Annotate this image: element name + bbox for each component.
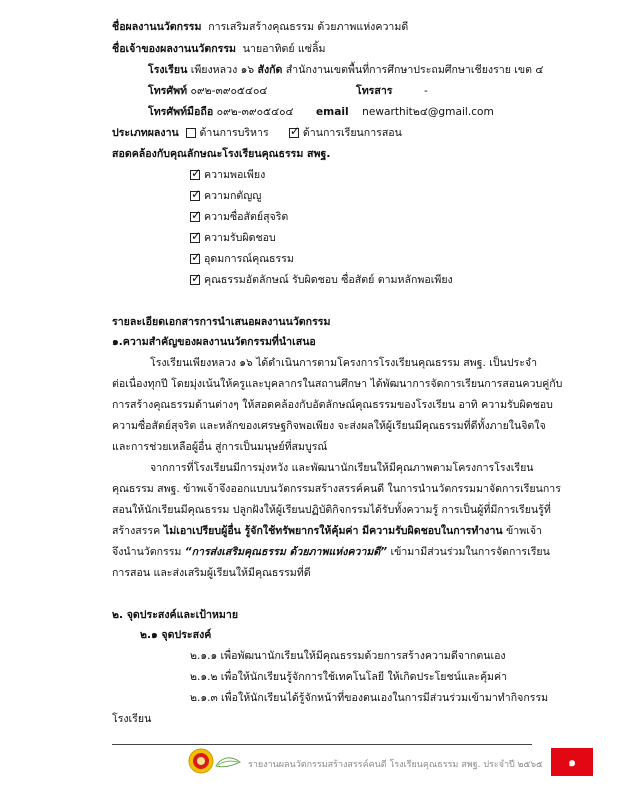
virtue-checkbox (190, 229, 202, 243)
school-line (148, 63, 543, 77)
section1-title: ๑.ความสำคัญของผลงานนวัตกรรมที่นำเสนอ (112, 336, 316, 348)
virtue-item (190, 231, 276, 245)
fax-line (356, 84, 392, 98)
virtue-label: คุณธรรมอัตลักษณ์ รับผิดชอบ ซื่อสัตย์ ตามหลักพอเพียง (204, 274, 453, 286)
school-label: โรงเรียน (148, 64, 188, 76)
virtue-label: ความรับผิดชอบ (204, 232, 276, 244)
mobile-value: ๐๙๒-๓๙๐๕๔๐๔ (216, 106, 294, 118)
paragraph-line (112, 524, 542, 538)
text-segment: จึงนำนวัตกรรม (112, 546, 185, 558)
leaf-ornament-icon (214, 754, 242, 770)
mobile-label: โทรศัพท์มือถือ (148, 106, 214, 118)
type-label: ประเภทผลงาน (112, 127, 179, 139)
owner-line (112, 42, 325, 56)
fax-value: - (424, 85, 428, 97)
check-icon: ✓ (191, 250, 202, 264)
innovation-label: ชื่อผลงานนวัตกรรม (112, 21, 202, 33)
section2-subtitle: ๒.๑ จุดประสงค์ (140, 629, 212, 641)
virtue-label: ความพอเพียง (204, 169, 266, 181)
affiliation-label: สังกัด (257, 64, 283, 76)
fax-label: โทรสาร (356, 85, 393, 97)
check-icon: ✓ (191, 208, 202, 222)
admin-checkbox (186, 128, 196, 138)
text-segment: สร้างสรรค (112, 525, 161, 537)
phone-value: ๐๙๒-๓๙๐๕๔๐๔ (190, 85, 268, 97)
phone-line (148, 84, 267, 98)
text-segment: เข้ามามีส่วนร่วมในการจัดการเรียน (387, 546, 550, 558)
check-icon: ✓ (191, 271, 202, 285)
paragraph-line: และการช่วยเหลือผู้อื่น สู่การเป็นมนุษย์ที่สมบูรณ์ (112, 441, 328, 453)
owner-label: ชื่อเจ้าของผลงานนวัตกรรม (112, 43, 237, 55)
email-line (316, 105, 494, 119)
bold-segment: ไม่เอาเปรียบผู้อื่น รู้จักใช้ทรัพยากรให้คุ้มค่า มีความรับผิดชอบในการทำงาน (160, 525, 503, 537)
virtue-item (190, 168, 265, 182)
type-admin-label: ด้านการบริหาร (199, 127, 269, 139)
mobile-line (148, 105, 294, 119)
paragraph-line: การสอน และส่งเสริมผู้เรียนให้มีคุณธรรมที่ดี (112, 567, 311, 579)
paragraph-line: การสร้างคุณธรรมด้านต่างๆ ให้สอดคล้องกับอัตลักษณ์คุณธรรมของโรงเรียน อาทิ ความรับผิดชอบ (112, 399, 553, 411)
innovation-quote: “การส่งเสริมคุณธรรม ด้วยภาพแห่งความดี” (184, 546, 388, 558)
email-value: newarthit๒๔@gmail.com (362, 106, 494, 118)
objective-item: ๒.๑.๒ เพื่อให้นักเรียนรู้จักการใช้เทคโนโลยี ให้เกิดประโยชน์และคุ้มค่า (190, 671, 508, 683)
virtue-label: อุดมการณ์คุณธรรม (204, 253, 294, 265)
paragraph-line: ต่อเนื่องทุกปี โดยมุ่งเน้นให้ครูและบุคลากรในสถานศึกษา ได้พัฒนาการจัดการเรียนการสอนควบคู่กับ (112, 378, 563, 390)
check-icon: ✓ (289, 124, 300, 138)
innovation-name: การเสริมสร้างคุณธรรม ด้วยภาพแห่งความดี (208, 21, 409, 33)
phone-label: โทรศัพท์ (148, 85, 188, 97)
details-title: รายละเอียดเอกสารการนำเสนอผลงานนวัตกรรม (112, 316, 331, 328)
paragraph-line: จากการที่โรงเรียนมีการมุ่งหวัง และพัฒนานักเรียนให้มีคุณภาพตามโครงการโรงเรียน (150, 462, 534, 474)
paragraph-line (112, 545, 550, 559)
objective-item: ๒.๑.๑ เพื่อพัฒนานักเรียนให้มีคุณธรรมด้วยการสร้างความดีจากตนเอง (190, 650, 506, 662)
paragraph-line: โรงเรียนเพียงหลวง ๑๖ ได้ดำเนินการตามโครงการโรงเรียนคุณธรรม สพฐ. เป็นประจำ (150, 357, 538, 369)
type-teaching-label: ด้านการเรียนการสอน (302, 127, 402, 139)
virtue-label: ความซื่อสัตย์สุจริต (204, 211, 289, 223)
paragraph-line: คุณธรรม สพฐ. ข้าพเจ้าจึงออกแบบนวัตกรรมสร้างสรรค์คนดี ในการนำนวัตกรรมมาจัดการเรียนการ (112, 483, 561, 495)
virtue-item (190, 189, 261, 203)
section2-title: ๒. จุดประสงค์และเป้าหมาย (112, 609, 239, 621)
virtue-item (190, 252, 294, 266)
objective-item: ๒.๑.๓ เพื่อให้นักเรียนได้รู้จักหน้าที่ของตนเองในการมีส่วนร่วมเข้ามาทำกิจกรรม (190, 692, 549, 704)
footer-text: รายงานผลนวัตกรรมสร้างสรรค์คนดี โรงเรียนคุณธรรม สพฐ. ประจำปี ๒๕๖๕ (248, 760, 543, 770)
school-name: เพียงหลวง ๑๖ (190, 64, 255, 76)
virtue-item (190, 210, 288, 224)
check-icon: ✓ (191, 166, 202, 180)
page-number: ๑ (551, 748, 593, 776)
paragraph-line: ความซื่อสัตย์สุจริต และหลักของเศรษฐกิจพอเพียง จะส่งผลให้ผู้เรียนมีคุณธรรมที่ดีทั้งภายในจิตใจ (112, 420, 546, 432)
text-segment: ข้าพเจ้า (502, 525, 542, 537)
virtue-label: ความกตัญญู (204, 190, 262, 202)
check-icon: ✓ (191, 187, 202, 201)
check-icon: ✓ (191, 229, 202, 243)
email-label: email (316, 106, 349, 118)
virtue-item (190, 273, 453, 287)
virtue-checkbox (190, 187, 202, 201)
footer-divider (112, 744, 532, 745)
virtue-checkbox (190, 208, 202, 222)
virtue-checkbox (190, 250, 202, 264)
owner-name: นายอาทิตย์ แซ่ลิ้ม (242, 43, 326, 55)
teaching-checkbox (289, 124, 300, 138)
school-emblem-icon (188, 748, 214, 774)
objective-item-continued: โรงเรียน (112, 713, 152, 725)
affiliation-value: สำนักงานเขตพื้นที่การศึกษาประถมศึกษาเชียงราย เขต ๔ (285, 64, 544, 76)
innovation-name-line (112, 20, 408, 34)
virtue-checkbox (190, 271, 202, 285)
type-line (112, 126, 402, 140)
paragraph-line: สอนให้นักเรียนมีคุณธรรม ปลูกฝังให้ผู้เรียนปฏิบัติกิจกรรมได้รับทั้งความรู้ การเป็นผู้ที่มีการเรียนรู้ที่ (112, 504, 551, 516)
consistency-label: สอดคล้องกับคุณลักษณะโรงเรียนคุณธรรม สพฐ. (112, 148, 331, 160)
virtue-checkbox (190, 166, 202, 180)
